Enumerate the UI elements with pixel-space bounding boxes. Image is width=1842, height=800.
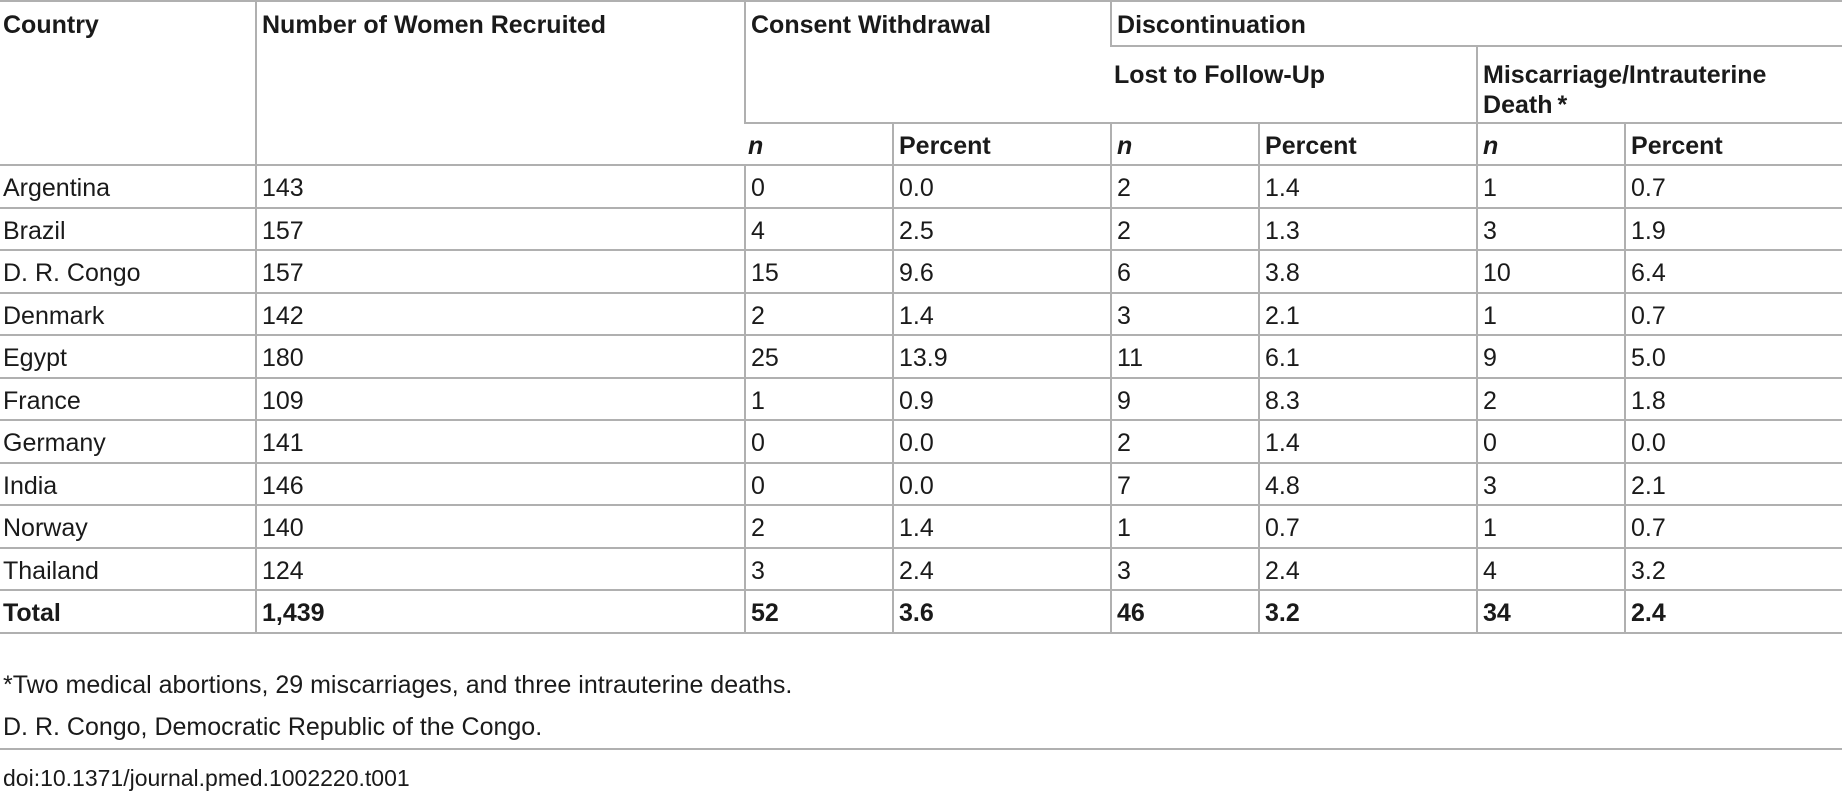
header-lf-percent: Percent <box>1259 123 1477 165</box>
cell-mi-percent: 1.9 <box>1625 208 1842 251</box>
cell-lf-percent: 2.4 <box>1259 548 1477 591</box>
cell-cw-n: 3 <box>745 548 893 591</box>
cell-country: Argentina <box>0 165 256 208</box>
cell-cw-percent: 0.0 <box>893 420 1111 463</box>
cell-recruited: 157 <box>256 208 745 251</box>
cell-mi-percent: 6.4 <box>1625 250 1842 293</box>
cell-lf-n: 2 <box>1111 420 1259 463</box>
cell-country: India <box>0 463 256 506</box>
cell-total-label: Total <box>0 590 256 633</box>
header-lf-n: n <box>1111 123 1259 165</box>
cell-total-mi-n: 34 <box>1477 590 1625 633</box>
cell-cw-percent: 0.0 <box>893 165 1111 208</box>
cell-country: Thailand <box>0 548 256 591</box>
cell-lf-n: 11 <box>1111 335 1259 378</box>
cell-total-lf-n: 46 <box>1111 590 1259 633</box>
cell-lf-percent: 2.1 <box>1259 293 1477 336</box>
table-row <box>0 165 1842 208</box>
cell-mi-percent: 0.7 <box>1625 505 1842 548</box>
footnote-abbreviation: D. R. Congo, Democratic Republic of the Congo. <box>3 713 543 741</box>
cell-lf-percent: 4.8 <box>1259 463 1477 506</box>
cell-lf-n: 9 <box>1111 378 1259 421</box>
header-discontinuation: Discontinuation <box>1111 1 1842 46</box>
cell-cw-percent: 1.4 <box>893 505 1111 548</box>
cell-recruited: 140 <box>256 505 745 548</box>
cell-mi-n: 2 <box>1477 378 1625 421</box>
table-footnotes <box>3 664 792 748</box>
table-row <box>0 548 1842 591</box>
cell-cw-n: 2 <box>745 505 893 548</box>
cell-cw-n: 0 <box>745 420 893 463</box>
header-country: Country <box>0 1 256 165</box>
cell-cw-percent: 0.9 <box>893 378 1111 421</box>
cell-country: Germany <box>0 420 256 463</box>
table-row <box>0 335 1842 378</box>
cell-country: Denmark <box>0 293 256 336</box>
table-row <box>0 208 1842 251</box>
cell-mi-n: 1 <box>1477 293 1625 336</box>
cell-lf-percent: 6.1 <box>1259 335 1477 378</box>
cell-cw-n: 1 <box>745 378 893 421</box>
cell-recruited: 146 <box>256 463 745 506</box>
total-row <box>0 590 1842 633</box>
cell-lf-percent: 0.7 <box>1259 505 1477 548</box>
header-cw-percent: Percent <box>893 123 1111 165</box>
table-row <box>0 293 1842 336</box>
cell-cw-n: 25 <box>745 335 893 378</box>
table-row <box>0 420 1842 463</box>
cell-lf-percent: 8.3 <box>1259 378 1477 421</box>
cell-lf-n: 1 <box>1111 505 1259 548</box>
cell-total-lf-percent: 3.2 <box>1259 590 1477 633</box>
cell-cw-n: 0 <box>745 165 893 208</box>
header-row-1 <box>0 1 1842 46</box>
cell-recruited: 141 <box>256 420 745 463</box>
header-mi-n: n <box>1477 123 1625 165</box>
cell-mi-n: 3 <box>1477 463 1625 506</box>
cell-recruited: 142 <box>256 293 745 336</box>
cell-recruited: 124 <box>256 548 745 591</box>
header-miscarriage: Miscarriage/Intrauterine Death * <box>1477 46 1842 123</box>
cell-mi-n: 9 <box>1477 335 1625 378</box>
cell-mi-percent: 0.7 <box>1625 293 1842 336</box>
cell-mi-n: 10 <box>1477 250 1625 293</box>
header-consent-withdrawal: Consent Withdrawal <box>745 1 1111 123</box>
header-mi-percent: Percent <box>1625 123 1842 165</box>
cell-mi-percent: 2.1 <box>1625 463 1842 506</box>
header-cw-n: n <box>745 123 893 165</box>
cell-country: Brazil <box>0 208 256 251</box>
cell-cw-n: 4 <box>745 208 893 251</box>
header-lost-to-follow-up: Lost to Follow-Up <box>1111 46 1477 123</box>
cell-total-cw-n: 52 <box>745 590 893 633</box>
table-row <box>0 250 1842 293</box>
cell-lf-n: 7 <box>1111 463 1259 506</box>
cell-country: Norway <box>0 505 256 548</box>
cell-cw-percent: 13.9 <box>893 335 1111 378</box>
cell-country: France <box>0 378 256 421</box>
cell-mi-percent: 3.2 <box>1625 548 1842 591</box>
header-recruited: Number of Women Recruited <box>256 1 745 165</box>
cell-country: D. R. Congo <box>0 250 256 293</box>
cell-mi-percent: 5.0 <box>1625 335 1842 378</box>
cell-cw-percent: 2.4 <box>893 548 1111 591</box>
cell-lf-percent: 1.3 <box>1259 208 1477 251</box>
cell-lf-percent: 1.4 <box>1259 420 1477 463</box>
doi-label: doi:10.1371/journal.pmed.1002220.t001 <box>3 765 410 791</box>
cell-total-cw-percent: 3.6 <box>893 590 1111 633</box>
cell-lf-n: 3 <box>1111 293 1259 336</box>
footer-divider <box>0 748 1842 750</box>
cell-mi-n: 0 <box>1477 420 1625 463</box>
cell-total-mi-percent: 2.4 <box>1625 590 1842 633</box>
cell-mi-n: 1 <box>1477 165 1625 208</box>
table-row <box>0 463 1842 506</box>
cell-lf-percent: 1.4 <box>1259 165 1477 208</box>
cell-recruited: 180 <box>256 335 745 378</box>
table-row <box>0 505 1842 548</box>
cell-total-recruited: 1,439 <box>256 590 745 633</box>
cell-mi-n: 3 <box>1477 208 1625 251</box>
cell-mi-n: 1 <box>1477 505 1625 548</box>
cell-lf-percent: 3.8 <box>1259 250 1477 293</box>
cell-mi-percent: 0.7 <box>1625 165 1842 208</box>
cell-recruited: 143 <box>256 165 745 208</box>
cell-cw-n: 0 <box>745 463 893 506</box>
cell-lf-n: 2 <box>1111 208 1259 251</box>
cell-cw-n: 15 <box>745 250 893 293</box>
cell-cw-percent: 0.0 <box>893 463 1111 506</box>
cell-mi-percent: 1.8 <box>1625 378 1842 421</box>
cell-mi-percent: 0.0 <box>1625 420 1842 463</box>
cell-cw-percent: 1.4 <box>893 293 1111 336</box>
cell-cw-n: 2 <box>745 293 893 336</box>
footnote-asterisk: *Two medical abortions, 29 miscarriages, and three intrauterine deaths. <box>3 671 793 699</box>
cell-cw-percent: 9.6 <box>893 250 1111 293</box>
cell-lf-n: 2 <box>1111 165 1259 208</box>
cell-recruited: 157 <box>256 250 745 293</box>
cell-country: Egypt <box>0 335 256 378</box>
table-row <box>0 378 1842 421</box>
cell-lf-n: 3 <box>1111 548 1259 591</box>
cell-mi-n: 4 <box>1477 548 1625 591</box>
cell-cw-percent: 2.5 <box>893 208 1111 251</box>
cell-recruited: 109 <box>256 378 745 421</box>
cell-lf-n: 6 <box>1111 250 1259 293</box>
